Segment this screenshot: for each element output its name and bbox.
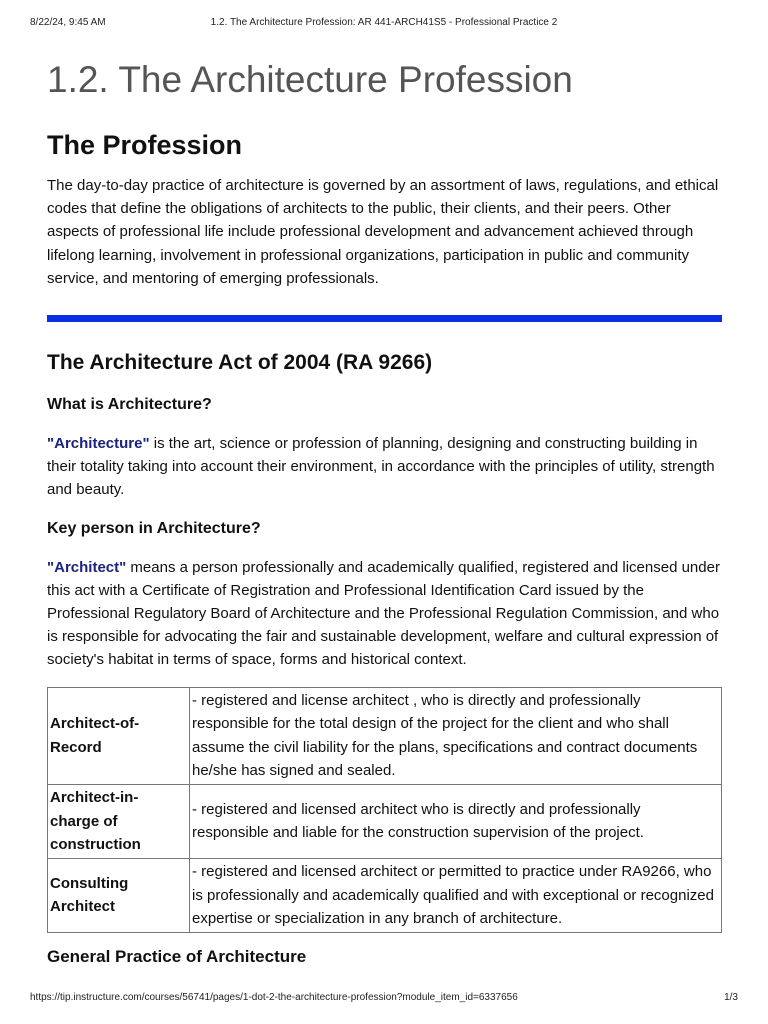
architect-term: "Architect" xyxy=(47,558,127,576)
print-document-title: 1.2. The Architecture Profession: AR 441-ARCH41S5 - Professional Practice 2 xyxy=(210,17,558,28)
architect-definition-text: means a person professionally and academically qualified, registered and licensed under this act with a Certificate of Registration and Professional Identification Card issued by the Professional Regulatory Board of Architecture and the Professional Regulation Commission, and who is responsible for advocating the fair and sustainable development, welfare and cultural expression of society's habitat in terms of space, forms and historical context. xyxy=(47,558,720,669)
section-heading-profession: The Profession xyxy=(47,130,243,160)
architecture-definition-text: is the art, science or profession of planning, designing and constructing building in their totality taking into account their environment, in accordance with the principles of utility, strength and beauty. xyxy=(47,435,715,499)
what-is-architecture-heading: What is Architecture? xyxy=(47,396,212,414)
role-description-cell: - registered and license architect , who is directly and professionally responsible for the total design of the project for the client and who shall assume the civil liability for the plans, specifications and contract documents he/she has signed and sealed. xyxy=(190,687,722,784)
architecture-definition xyxy=(47,432,722,502)
general-practice-heading: General Practice of Architecture xyxy=(47,946,307,966)
print-url: https://tip.instructure.com/courses/56741/pages/1-dot-2-the-architecture-profession?module_item_id=6337656 xyxy=(30,992,518,1003)
role-name-cell: Consulting Architect xyxy=(48,858,190,932)
intro-paragraph: The day-to-day practice of architecture is governed by an assortment of laws, regulations, and ethical codes that define the obligations of architects to the public, their clients, and their peers. Other aspects of professional life include professional development and advancement achieved through lifelong learning, involvement in professional organizations, participation in public and community service, and mentoring of emerging professionals. xyxy=(47,177,719,287)
page-content xyxy=(47,56,722,969)
architect-roles-table xyxy=(47,687,722,933)
print-footer xyxy=(30,992,738,1008)
role-description-cell: - registered and licensed architect or permitted to practice under RA9266, who is professionally and academically qualified and with exceptional or recognized expertise or specialization in any branch of architecture. xyxy=(190,858,722,932)
key-person-heading: Key person in Architecture? xyxy=(47,519,261,537)
print-header xyxy=(30,17,738,33)
print-page-number: 1/3 xyxy=(724,992,738,1003)
table-row xyxy=(48,687,722,784)
print-date: 8/22/24, 9:45 AM xyxy=(30,17,106,28)
role-name-cell: Architect-of-Record xyxy=(48,687,190,784)
table-row xyxy=(48,784,722,858)
section-divider xyxy=(47,315,722,322)
architecture-term: "Architecture" xyxy=(47,435,150,453)
act-heading: The Architecture Act of 2004 (RA 9266) xyxy=(47,351,433,375)
role-description-cell: - registered and licensed architect who is directly and professionally responsible and liable for the construction supervision of the project. xyxy=(190,784,722,858)
architect-definition xyxy=(47,556,722,672)
page-title: 1.2. The Architecture Profession xyxy=(47,59,573,100)
role-name-cell: Architect-in-charge of construction xyxy=(48,784,190,858)
table-row xyxy=(48,858,722,932)
